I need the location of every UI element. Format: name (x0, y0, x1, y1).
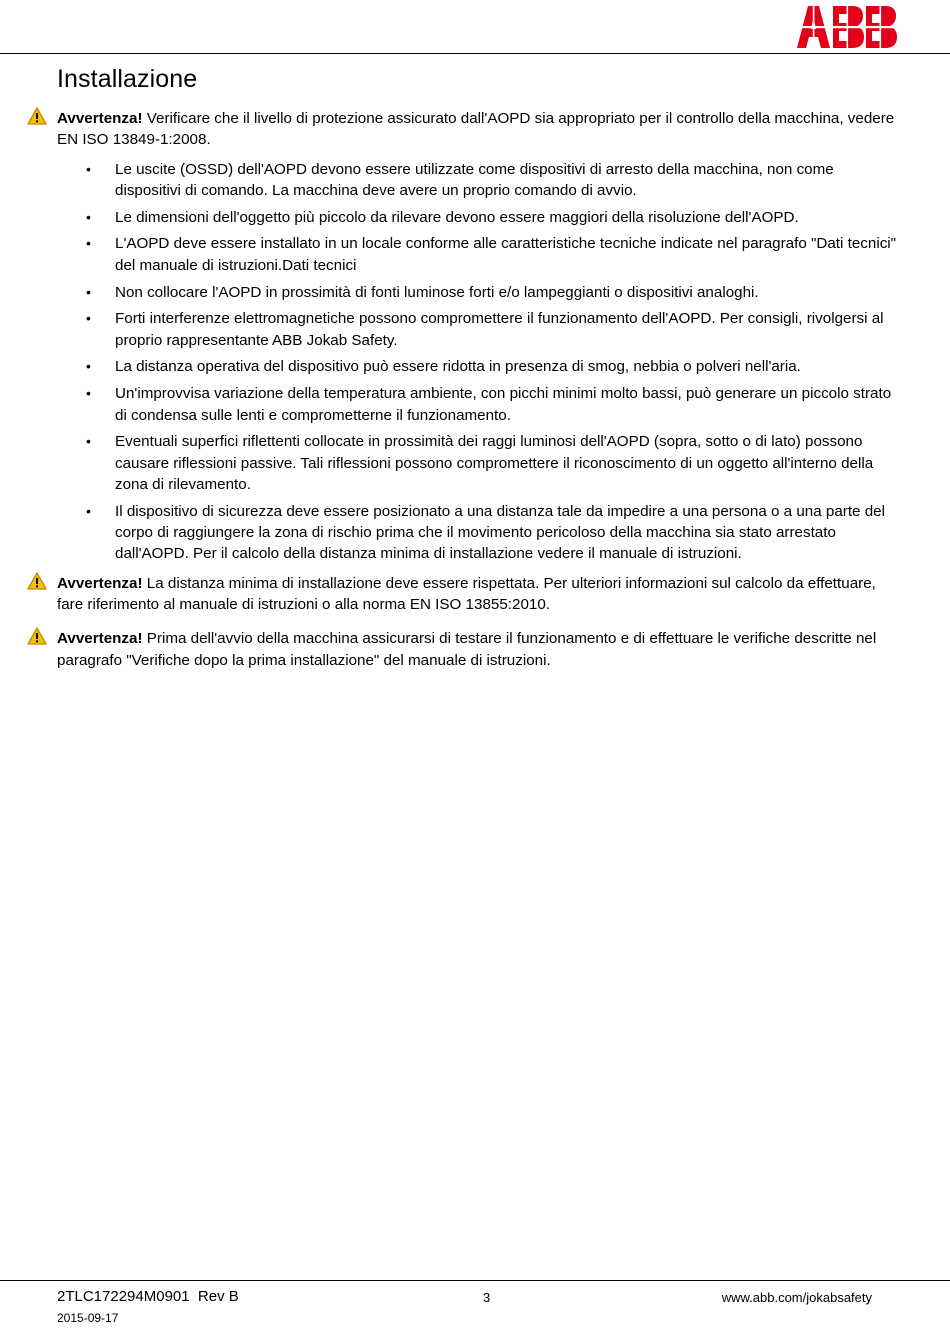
warning-label: Avvertenza! (57, 574, 143, 592)
footer-url: www.abb.com/jokabsafety (721, 1290, 872, 1305)
list-item: • Eventuali superfici riflettenti collocate in prossimità dei raggi luminosi dell'AOPD (sopra, sotto o di lato) possono causare riflessioni passive. Tali riflessioni possono compromettere il riconoscimento di un oggetto all'interno della zona di rilevamento. (57, 431, 897, 495)
bullet-list (57, 159, 897, 565)
page-title: Installazione (57, 65, 198, 93)
list-item: • Un'improvvisa variazione della temperatura ambiente, con picchi minimi molto bassi, può generare un piccolo strato di condensa sulle lenti e comprometterne il funzionamento. (57, 383, 897, 426)
list-item: • L'AOPD deve essere installato in un locale conforme alle caratteristiche tecniche indicate nel paragrafo "Dati tecnici" del manuale di istruzioni.Dati tecnici (57, 233, 897, 276)
warning-label: Avvertenza! (57, 630, 143, 648)
list-item: • Forti interferenze elettromagnetiche possono compromettere il funzionamento dell'AOPD. Per consigli, rivolgersi al proprio rappresentante ABB Jokab Safety. (57, 308, 897, 351)
list-item: • Il dispositivo di sicurezza deve essere posizionato a una distanza tale da impedire a una persona o a una parte del corpo di raggiungere la zona di rischio prima che il movimento pericoloso della macchina sia stato arrestato dall'AOPD. Per il calcolo della distanza minima di installazione vedere il manuale di istruzioni. (57, 501, 897, 565)
document-number: 2TLC172294M0901 Rev B (57, 1288, 239, 1305)
page-number: 3 (483, 1290, 491, 1305)
abb-logo (797, 6, 897, 48)
list-item: • Non collocare l'AOPD in prossimità di fonti luminose forti e/o lampeggianti o dispositivi analoghi. (57, 282, 897, 303)
warning-text: La distanza minima di installazione deve essere rispettata. Per ulteriori informazioni sul calcolo da effettuare, fare riferimento al manuale di istruzioni o alla norma EN ISO 13855:2010. (57, 574, 876, 613)
warning-triangle-icon (27, 107, 47, 125)
warning-text: Verificare che il livello di protezione assicurato dall'AOPD sia appropriato per il controllo della macchina, vedere EN ISO 13849-1:2008. (57, 110, 895, 149)
header-divider (0, 53, 950, 54)
document-date: 2015-09-17 (57, 1311, 119, 1325)
warning-label: Avvertenza! (57, 110, 143, 127)
warning-block-1 (57, 108, 897, 151)
warning-block-2 (57, 573, 897, 616)
warning-text: Prima dell'avvio della macchina assicurarsi di testare il funzionamento e di effettuare le verifiche descritte nel paragrafo "Verifiche dopo la prima installazione" del manuale di istruzioni. (57, 630, 877, 669)
warning-block-3 (57, 628, 897, 671)
warning-triangle-icon (27, 572, 47, 590)
list-item: • La distanza operativa del dispositivo può essere ridotta in presenza di smog, nebbia o polveri nell'aria. (57, 356, 897, 377)
list-item: • Le dimensioni dell'oggetto più piccolo da rilevare devono essere maggiori della risoluzione dell'AOPD. (57, 207, 897, 228)
list-item: • Le uscite (OSSD) dell'AOPD devono essere utilizzate come dispositivi di arresto della macchina, non come dispositivi di comando. La macchina deve avere un proprio comando di avvio. (57, 159, 897, 202)
warning-triangle-icon (27, 627, 47, 645)
document-body (57, 108, 897, 671)
footer-divider (0, 1280, 950, 1281)
